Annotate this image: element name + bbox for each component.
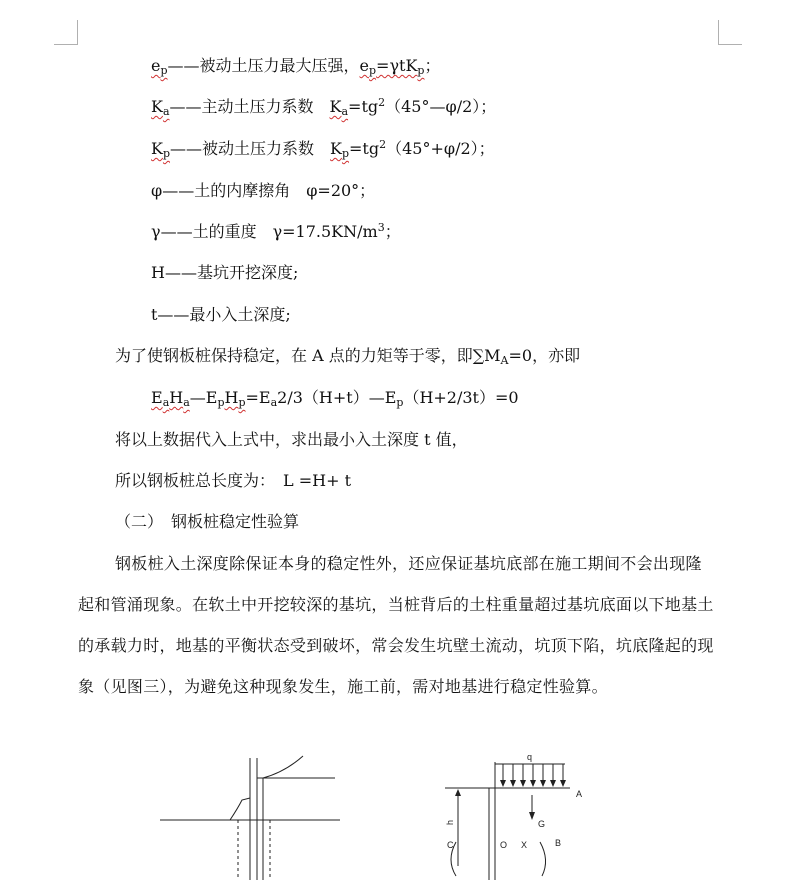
- text-run: p: [162, 147, 170, 160]
- text-run: a: [270, 396, 278, 409]
- text-run: K: [151, 97, 163, 116]
- text-run: （二） 钢板桩稳定性验算: [115, 512, 300, 531]
- label-b: B: [555, 838, 562, 848]
- text-run: 将以上数据代入上式中，求出最小入土深度 t 值，: [115, 430, 468, 449]
- text-run: —E: [189, 388, 218, 407]
- text-run: t——最小入土深度;: [151, 305, 291, 324]
- text-run: H: [224, 388, 239, 407]
- text-run: a: [183, 396, 190, 409]
- text-run: 为了使钢板桩保持稳定，在 A 点的力矩等于零，即∑M: [115, 346, 501, 365]
- text-run: K: [330, 139, 342, 158]
- text-run: p: [238, 396, 246, 409]
- label-g: G: [538, 819, 546, 829]
- text-run: p: [417, 64, 425, 77]
- text-run: p: [160, 64, 168, 77]
- label-o: O: [500, 840, 508, 850]
- text-run: ——主动土压力系数: [169, 97, 330, 116]
- text-run: 2: [379, 138, 387, 151]
- g-arrow-head: [529, 812, 535, 820]
- text-run: φ——土的内摩擦角 φ=20°；: [151, 181, 376, 200]
- text-run: p: [396, 396, 404, 409]
- text-run: （45°—φ/2）；: [385, 97, 497, 116]
- left-heave-bump: [230, 798, 250, 820]
- label-q: q: [527, 752, 533, 762]
- text-run: a: [162, 105, 170, 118]
- text-run: p: [341, 147, 350, 160]
- h-arrow-top: [455, 789, 461, 796]
- text-run: H: [169, 388, 184, 407]
- text-run: （45°+φ/2）；: [386, 139, 495, 158]
- text-run: 2/3（H+t）—E: [277, 388, 397, 407]
- text-run: p: [217, 396, 225, 409]
- text-run: 所以钢板桩总长度为： L =H+ t: [115, 471, 351, 490]
- text-run: 3: [377, 221, 385, 234]
- text-run: ；: [424, 56, 441, 75]
- slip-arc-right: [540, 842, 546, 876]
- text-run: p: [369, 64, 377, 77]
- text-run: =tg: [348, 97, 379, 116]
- text-run: A: [500, 354, 509, 367]
- left-soil-curve: [263, 756, 303, 778]
- text-run: =tg: [349, 139, 380, 158]
- text-run: γ——土的重度 γ=17.5KN/m: [151, 222, 378, 241]
- text-run: a: [162, 396, 170, 409]
- paragraph-text: 钢板桩入土深度除保证本身的稳定性外，还应保证基坑底部在施工期间不会出现隆起和管涌现象。在软土中开挖较深的基坑，当桩背后的土柱重量超过基坑底面以下地基土的承载力时，地基的平衡状态受到破坏，常会发生坑壁土流动，坑顶下陷，坑底隆起的现象（见图三），为避免这种现象发生，施工前，需对地基进行稳定性验算。: [78, 554, 714, 696]
- label-a: A: [576, 789, 583, 799]
- text-run: ；: [384, 222, 401, 241]
- text-run: a: [341, 105, 349, 118]
- text-run: E: [151, 388, 163, 407]
- label-c: C: [447, 840, 454, 850]
- text-run: =0，亦即: [508, 346, 581, 365]
- text-run: K: [151, 139, 163, 158]
- text-run: （H+2/3t）=0: [403, 388, 519, 407]
- text-run: ——被动土压力系数: [170, 139, 331, 158]
- text-run: e: [359, 56, 369, 75]
- label-x: X: [521, 840, 528, 850]
- text-run: 2: [378, 96, 386, 109]
- text-run: H——基坑开挖深度;: [151, 263, 299, 282]
- text-run: =γtK: [376, 56, 418, 75]
- label-h: h: [445, 819, 455, 825]
- text-run: ——被动土压力最大压强，: [167, 56, 360, 75]
- text-run: e: [151, 56, 161, 75]
- text-run: =E: [245, 388, 271, 407]
- text-run: K: [329, 97, 342, 116]
